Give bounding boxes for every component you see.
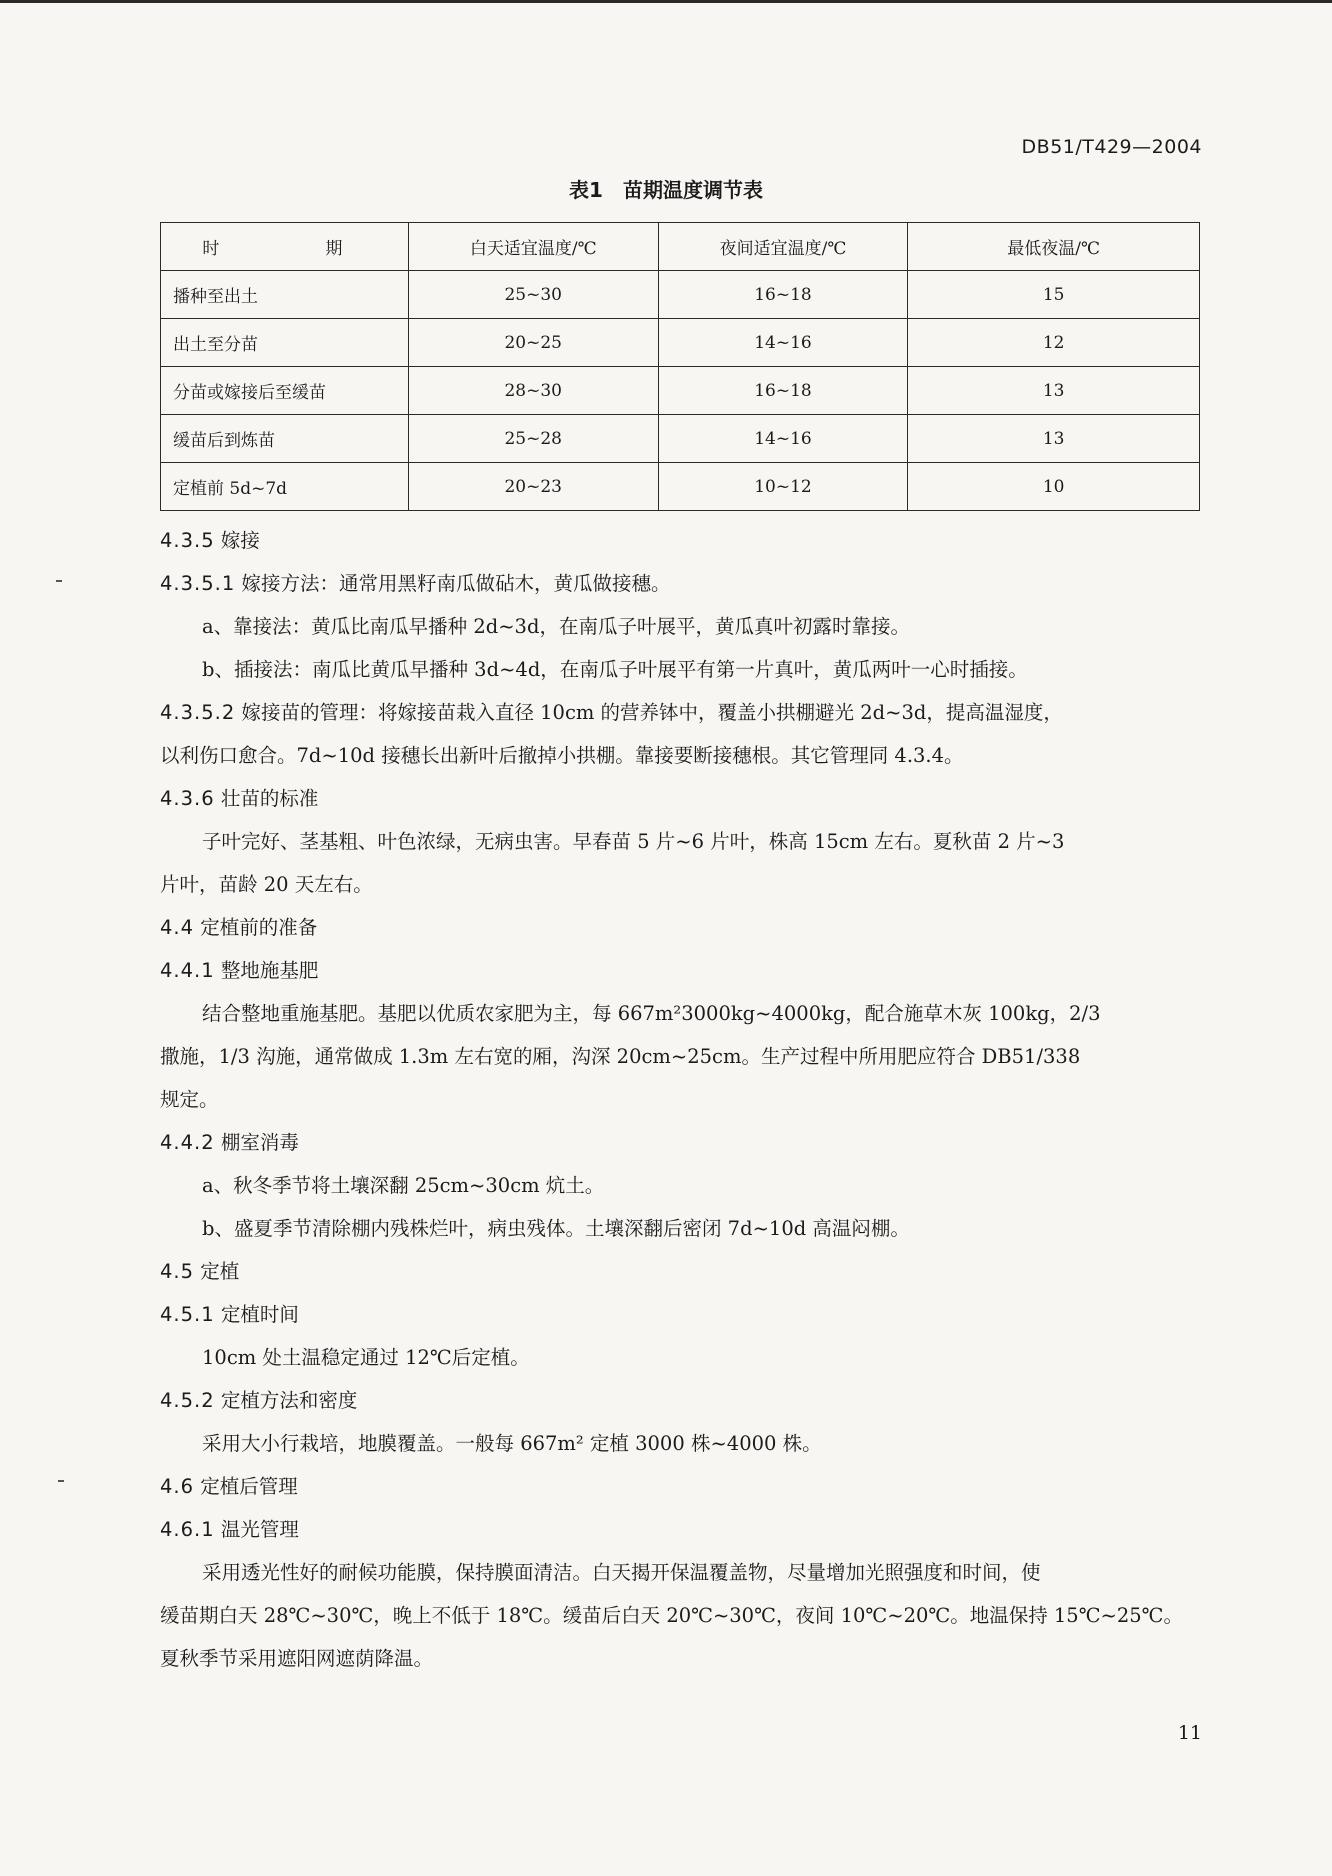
temperature-table [160, 222, 1200, 511]
paragraph-line: 子叶完好、茎基粗、叶色浓绿，无病虫害。早春苗 5 片~6 片叶，株高 15cm 左右。夏秋苗 2 片~3 [202, 830, 1065, 853]
section-number: 4.4.2 [160, 1131, 215, 1154]
section-number: 4.3.5.2 [160, 701, 236, 724]
section-text: 嫁接 [220, 529, 260, 552]
table-cell: 15 [908, 271, 1200, 319]
table-header-row [161, 223, 1200, 271]
paragraph-line: a、靠接法：黄瓜比南瓜早播种 2d~3d，在南瓜子叶展平，黄瓜真叶初露时靠接。 [202, 615, 910, 638]
cell-period: 分苗或嫁接后至缓苗 [161, 367, 409, 415]
table-cell: 12 [908, 319, 1200, 367]
margin-scan-mark [56, 580, 62, 582]
table-cell: 10~12 [658, 463, 908, 511]
section-heading [160, 691, 1200, 734]
margin-scan-mark [58, 1480, 64, 1482]
table-row [161, 415, 1200, 463]
table-title: 表1 苗期温度调节表 [569, 178, 763, 202]
section-number: 4.5.2 [160, 1389, 215, 1412]
section-text: 定植时间 [220, 1303, 299, 1326]
header-day-temp: 白天适宜温度/℃ [408, 223, 658, 271]
section-heading [160, 1379, 1200, 1422]
section-heading [160, 777, 1200, 820]
table-cell: 16~18 [658, 271, 908, 319]
section-text: 棚室消毒 [220, 1131, 299, 1154]
table-cell: 25~30 [408, 271, 658, 319]
section-text: 定植后管理 [200, 1475, 298, 1498]
section-text: 壮苗的标准 [220, 787, 319, 810]
paragraph-line: b、盛夏季节清除棚内残株烂叶，病虫残体。土壤深翻后密闭 7d~10d 高温闷棚。 [202, 1217, 910, 1240]
section-heading [160, 1465, 1200, 1508]
section-text: 温光管理 [220, 1518, 299, 1541]
paragraph-line: 撒施，1/3 沟施，通常做成 1.3m 左右宽的厢，沟深 20cm~25cm。生产过程中所用肥应符合 DB51/338 [160, 1045, 1081, 1068]
section-text: 定植方法和密度 [220, 1389, 358, 1412]
table-cell: 25~28 [408, 415, 658, 463]
cell-period: 缓苗后到炼苗 [161, 415, 409, 463]
table-cell: 14~16 [658, 415, 908, 463]
section-text: 嫁接方法：通常用黑籽南瓜做砧木，黄瓜做接穗。 [241, 572, 671, 595]
top-border-line [0, 0, 1332, 3]
table-cell: 13 [908, 367, 1200, 415]
cell-period: 出土至分苗 [161, 319, 409, 367]
paragraph-line: 结合整地重施基肥。基肥以优质农家肥为主，每 667m²3000kg~4000kg，配合施草木灰 100kg，2/3 [202, 1002, 1101, 1025]
section-number: 4.6 [160, 1475, 195, 1498]
paragraph-line: 缓苗期白天 28℃~30℃，晚上不低于 18℃。缓苗后白天 20℃~30℃，夜间 10℃~20℃。地温保持 15℃~25℃。 [160, 1604, 1183, 1627]
section-number: 4.5 [160, 1260, 195, 1283]
section-text: 嫁接苗的管理：将嫁接苗栽入直径 10cm 的营养钵中，覆盖小拱棚避光 2d~3d，提高温湿度， [241, 701, 1063, 724]
table-cell: 13 [908, 415, 1200, 463]
section-heading [160, 1293, 1200, 1336]
section-number: 4.6.1 [160, 1518, 215, 1541]
section-heading [160, 949, 1200, 992]
header-min-night-temp: 最低夜温/℃ [908, 223, 1200, 271]
paragraph-line: 采用大小行栽培，地膜覆盖。一般每 667m² 定植 3000 株~4000 株。 [202, 1432, 822, 1455]
section-text: 整地施基肥 [220, 959, 319, 982]
paragraph-line: 采用透光性好的耐候功能膜，保持膜面清洁。白天揭开保温覆盖物，尽量增加光照强度和时间，使 [202, 1561, 1041, 1584]
section-number: 4.4 [160, 916, 195, 939]
section-heading [160, 519, 1200, 562]
section-text: 定植 [200, 1260, 240, 1283]
paragraph-line: b、插接法：南瓜比黄瓜早播种 3d~4d，在南瓜子叶展平有第一片真叶，黄瓜两叶一心时插接。 [202, 658, 1028, 681]
page-number: 11 [1177, 1722, 1202, 1744]
paragraph-line: a、秋冬季节将土壤深翻 25cm~30cm 炕土。 [202, 1174, 605, 1197]
table-row [161, 271, 1200, 319]
table-cell: 14~16 [658, 319, 908, 367]
table-cell: 16~18 [658, 367, 908, 415]
section-number: 4.5.1 [160, 1303, 215, 1326]
paragraph-line: 夏秋季节采用遮阳网遮荫降温。 [160, 1647, 434, 1670]
table-row [161, 367, 1200, 415]
paragraph-line: 规定。 [160, 1088, 219, 1111]
table-cell: 28~30 [408, 367, 658, 415]
paragraph-line: 片叶，苗龄 20 天左右。 [160, 873, 373, 896]
document-body [160, 519, 1200, 1680]
section-heading [160, 1250, 1200, 1293]
table-row [161, 319, 1200, 367]
section-number: 4.3.6 [160, 787, 215, 810]
table-row [161, 463, 1200, 511]
section-number: 4.4.1 [160, 959, 215, 982]
document-code: DB51/T429—2004 [1021, 136, 1202, 158]
section-heading [160, 906, 1200, 949]
section-heading [160, 1121, 1200, 1164]
paragraph-line: 10cm 处土温稳定通过 12℃后定植。 [202, 1346, 530, 1369]
table-cell: 10 [908, 463, 1200, 511]
table-cell: 20~23 [408, 463, 658, 511]
section-number: 4.3.5 [160, 529, 215, 552]
section-heading [160, 562, 1200, 605]
paragraph-line: 以利伤口愈合。7d~10d 接穗长出新叶后撤掉小拱棚。靠接要断接穗根。其它管理同 4.3.4。 [160, 744, 964, 767]
cell-period: 定植前 5d~7d [161, 463, 409, 511]
section-text: 定植前的准备 [200, 916, 318, 939]
header-night-temp: 夜间适宜温度/℃ [658, 223, 908, 271]
cell-period: 播种至出土 [161, 271, 409, 319]
section-number: 4.3.5.1 [160, 572, 236, 595]
section-heading [160, 1508, 1200, 1551]
header-period: 时 期 [161, 223, 409, 271]
table-cell: 20~25 [408, 319, 658, 367]
